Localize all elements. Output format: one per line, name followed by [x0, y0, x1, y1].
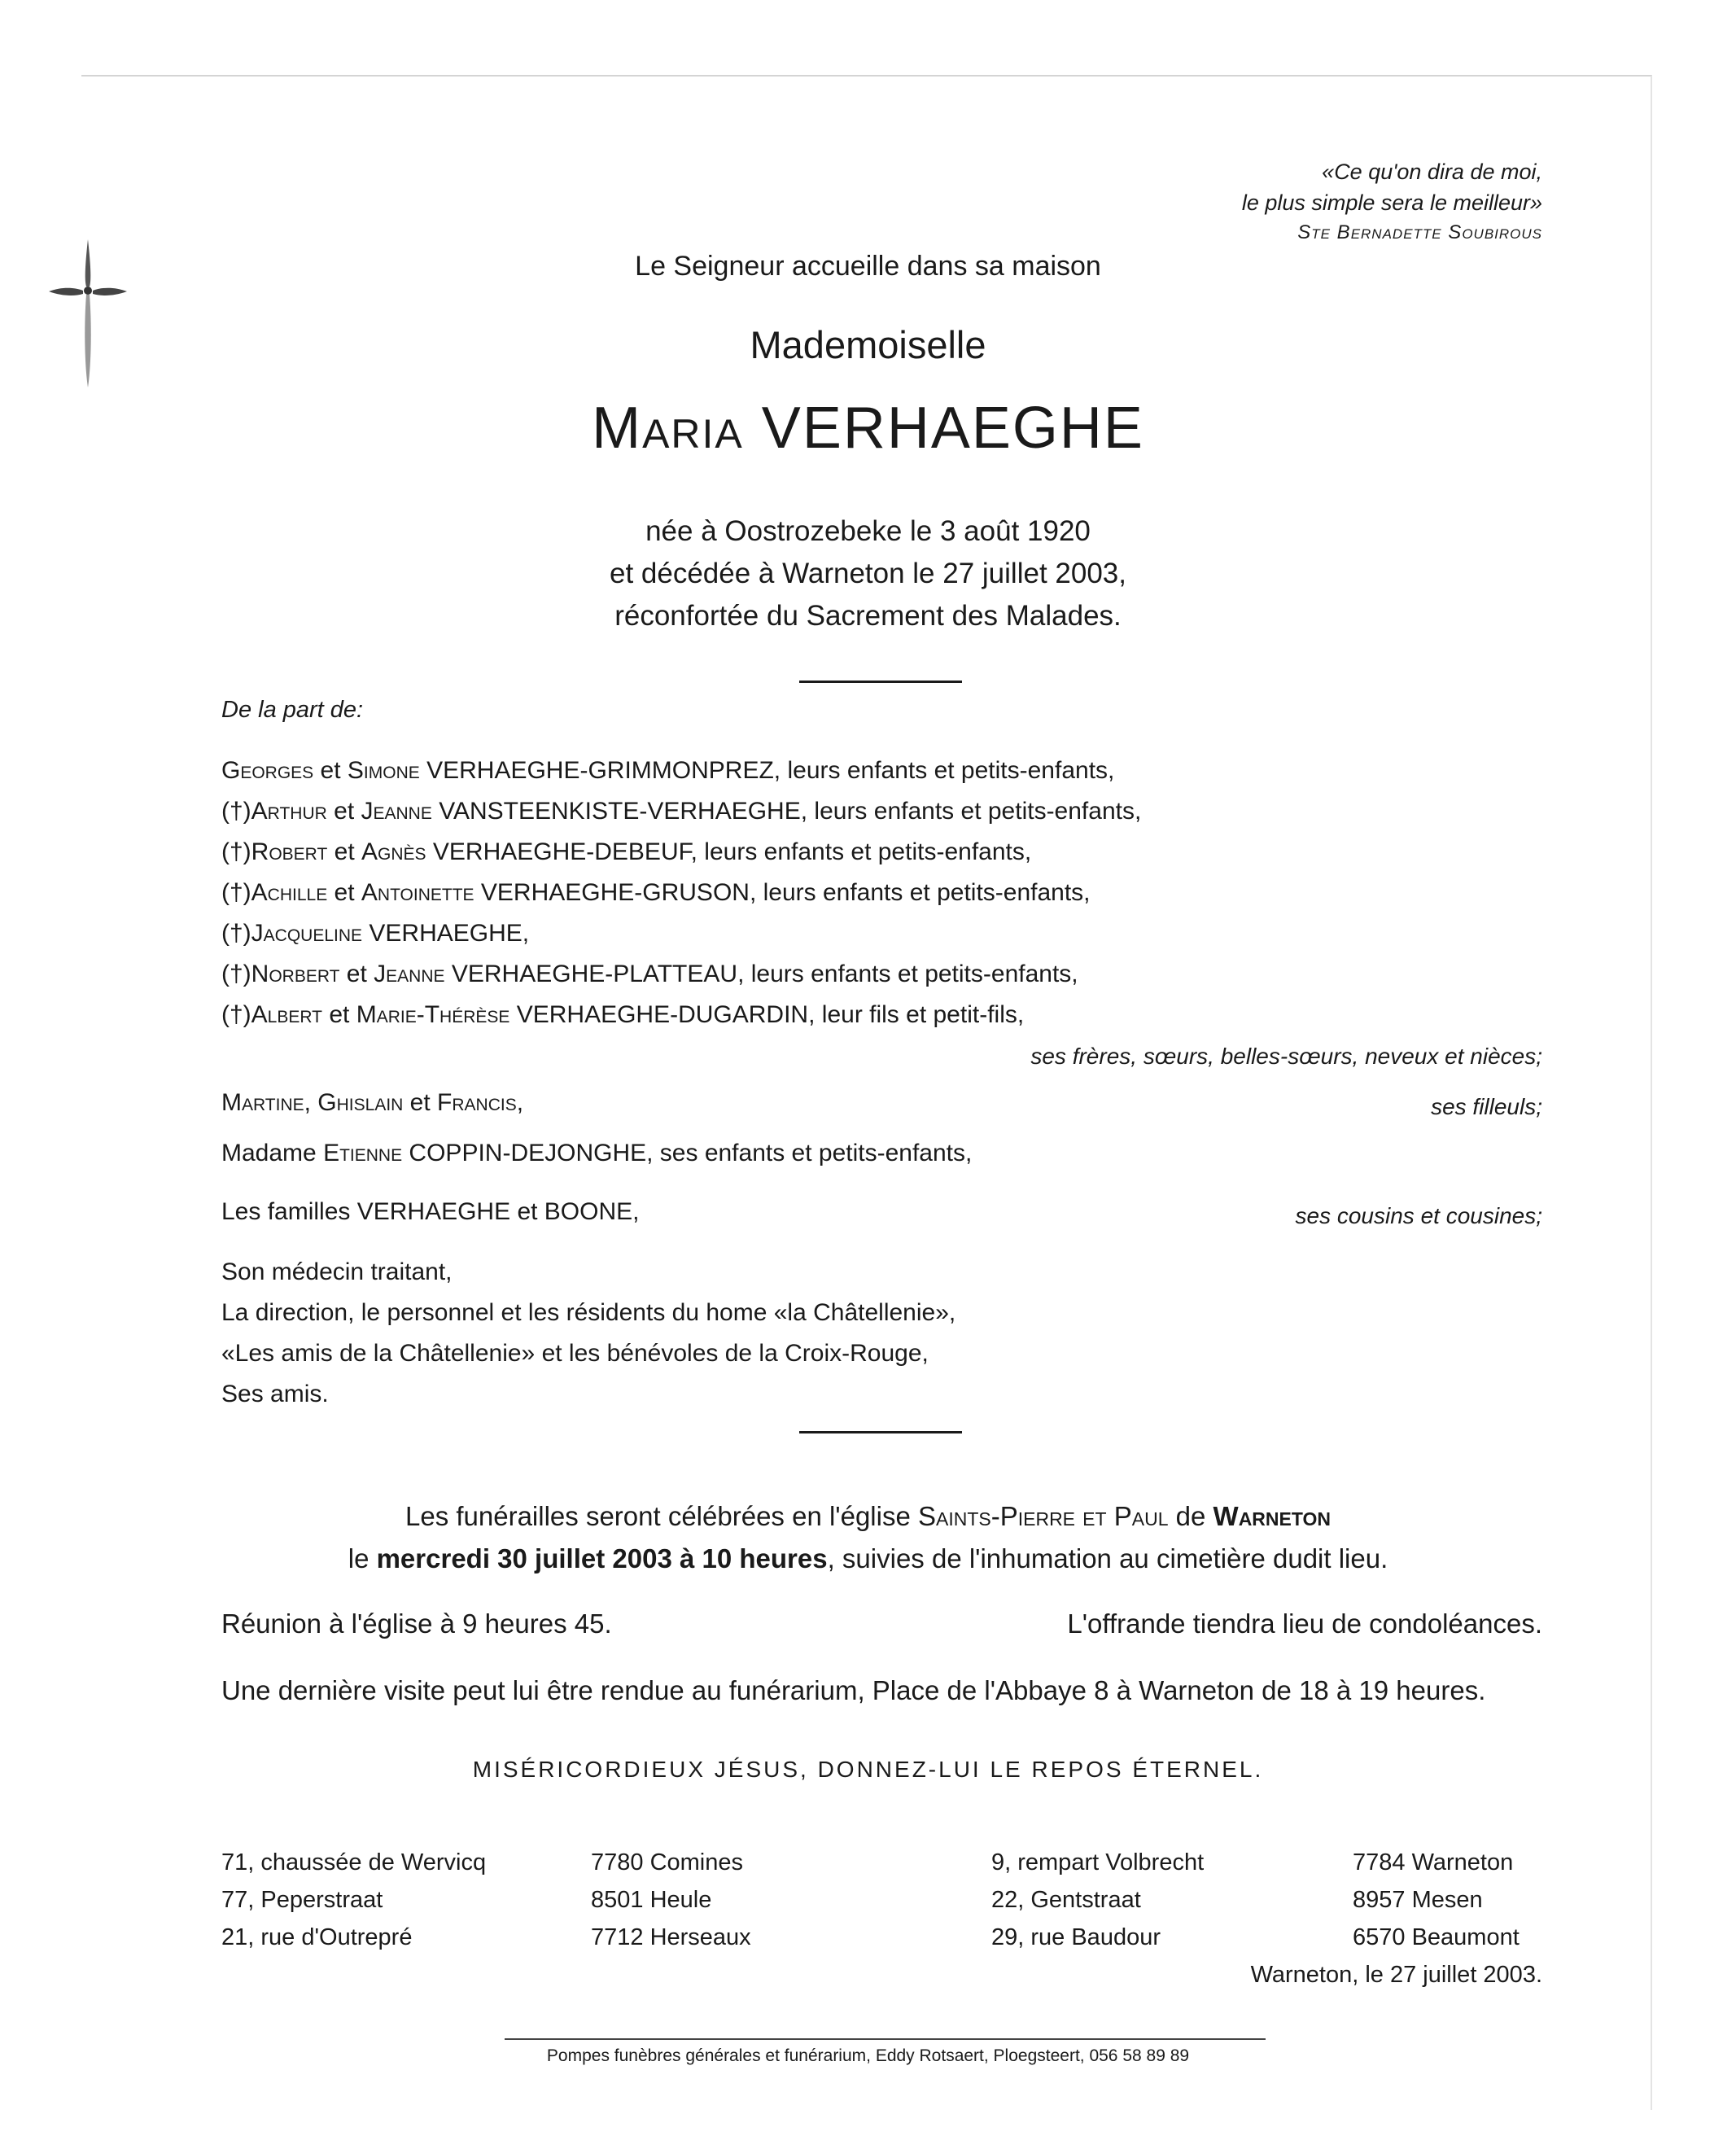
address-city: 7784 Warneton	[1353, 1849, 1514, 1875]
address-street: 21, rue d'Outrepré	[221, 1924, 413, 1950]
detail-died: et décédée à Warneton le 27 juillet 2003,	[610, 558, 1126, 589]
sibling-line	[221, 798, 1141, 825]
sibling-family: VERHAEGHE	[362, 920, 523, 947]
cousins-line: Les familles VERHAEGHE et BOONE,	[221, 1198, 640, 1225]
intro-line: Le Seigneur accueille dans sa maison	[635, 251, 1101, 282]
sibling-prefix: (†)	[221, 1001, 251, 1028]
detail-sacrament: réconfortée du Sacrement des Malades.	[614, 600, 1122, 632]
sibling-first: Achille	[251, 879, 328, 906]
sibling-first: Jacqueline	[251, 920, 363, 947]
sibling-suffix: , leurs enfants et petits-enfants,	[737, 961, 1078, 987]
funeral-line-2	[0, 1543, 1736, 1574]
godchildren-role: ses filleuls;	[1431, 1094, 1542, 1119]
sibling-second: Antoinette	[361, 879, 474, 906]
sibling-suffix: , leur fils et petit-fils,	[808, 1001, 1025, 1028]
divider-2	[799, 1431, 962, 1433]
place-date: Warneton, le 27 juillet 2003.	[1250, 1962, 1542, 1988]
godchild-sep-1: ,	[304, 1089, 318, 1116]
sibling-line	[221, 838, 1031, 866]
sibling-second: Agnès	[361, 838, 426, 865]
deceased-last-name: VERHAEGHE	[761, 396, 1144, 461]
address-city: 7780 Comines	[591, 1849, 743, 1875]
offering-line: L'offrande tiendra lieu de condoléances.	[1067, 1608, 1542, 1639]
funeral-text-a: Les funérailles seront célébrées en l'église	[404, 1501, 918, 1531]
sibling-first: Georges	[221, 757, 314, 784]
sibling-mid: et	[326, 798, 361, 825]
cousins-role: ses cousins et cousines;	[1295, 1203, 1542, 1228]
meeting-line: Réunion à l'église à 9 heures 45.	[221, 1608, 612, 1639]
godchild-3: Francis	[437, 1089, 517, 1116]
funeral-date-time: mercredi 30 juillet 2003 à 10 heures	[376, 1543, 828, 1573]
address-city: 6570 Beaumont	[1353, 1924, 1520, 1950]
sibling-suffix: , leurs enfants et petits-enfants,	[800, 798, 1142, 825]
sibling-second: Simone	[347, 757, 420, 784]
others-line: Ses amis.	[221, 1381, 329, 1407]
siblings-role: ses frères, sœurs, belles-sœurs, neveux et nièces;	[1030, 1044, 1542, 1069]
sibling-line	[221, 879, 1091, 907]
address-city: 7712 Herseaux	[591, 1924, 751, 1950]
address-city: 8957 Mesen	[1353, 1887, 1483, 1913]
sibling-line	[221, 757, 1114, 785]
footer-rule	[505, 2038, 1266, 2040]
funeral-text-b: de	[1168, 1501, 1213, 1531]
funeral-town: Warneton	[1213, 1501, 1331, 1531]
sibling-suffix: ,	[522, 920, 530, 947]
others-line: «Les amis de la Châtellenie» et les bénévoles de la Croix-Rouge,	[221, 1340, 929, 1367]
sibling-first: Norbert	[251, 961, 340, 987]
sibling-suffix: , leurs enfants et petits-enfants,	[773, 757, 1115, 784]
sibling-prefix: (†)	[221, 798, 251, 825]
sibling-first: Albert	[251, 1001, 322, 1028]
godchild-end: ,	[516, 1089, 524, 1116]
others-line: Son médecin traitant,	[221, 1258, 453, 1285]
sibling-family: VERHAEGHE-DUGARDIN	[509, 1001, 809, 1028]
quote-author: Ste Bernadette Soubirous	[1297, 221, 1542, 243]
sibling-prefix: (†)	[221, 961, 251, 987]
sibling-family: VERHAEGHE-GRUSON	[474, 879, 750, 906]
funeral-church: Saints-Pierre et Paul	[917, 1501, 1169, 1531]
funeral-text-c: le	[348, 1543, 377, 1573]
quote-line-2: le plus simple sera le meilleur»	[1241, 190, 1542, 215]
divider-1	[799, 681, 962, 683]
godchild-sep-2: et	[403, 1089, 438, 1116]
godchildren-line	[221, 1089, 523, 1117]
sibling-family: VANSTEENKISTE-VERHAEGHE	[431, 798, 801, 825]
sibling-suffix: , leurs enfants et petits-enfants,	[690, 838, 1032, 865]
detail-born: née à Oostrozebeke le 3 août 1920	[645, 515, 1091, 547]
address-street: 22, Gentstraat	[991, 1887, 1141, 1913]
sibling-suffix: , leurs enfants et petits-enfants,	[749, 879, 1091, 906]
sibling-second: Marie-Thérèse	[356, 1001, 510, 1028]
sibling-first: Arthur	[251, 798, 327, 825]
sibling-line	[221, 1001, 1024, 1029]
address-city: 8501 Heule	[591, 1887, 712, 1913]
sibling-prefix: (†)	[221, 879, 251, 906]
title: Mademoiselle	[750, 323, 986, 366]
coppin-family: COPPIN-DEJONGHE	[402, 1140, 647, 1166]
coppin-line	[221, 1140, 972, 1167]
address-street: 77, Peperstraat	[221, 1887, 383, 1913]
sibling-line	[221, 920, 529, 948]
from-label: De la part de:	[221, 697, 364, 723]
visit-line: Une dernière visite peut lui être rendue au funérarium, Place de l'Abbaye 8 à Warneton de 18 à 19 heures.	[221, 1675, 1486, 1705]
others-line: La direction, le personnel et les résidents du home «la Châtellenie»,	[221, 1299, 956, 1326]
coppin-name: Etienne	[323, 1140, 403, 1166]
sibling-mid: et	[322, 1001, 356, 1028]
sibling-second: Jeanne	[361, 798, 432, 825]
sibling-mid: et	[339, 961, 374, 987]
godchild-1: Martine	[221, 1089, 304, 1116]
address-street: 71, chaussée de Wervicq	[221, 1849, 487, 1875]
sibling-prefix: (†)	[221, 920, 251, 947]
sibling-mid: et	[327, 838, 362, 865]
sibling-family: VERHAEGHE-PLATTEAU	[444, 961, 738, 987]
sibling-mid: et	[327, 879, 361, 906]
sibling-line	[221, 961, 1078, 988]
sibling-mid: et	[313, 757, 348, 784]
address-street: 29, rue Baudour	[991, 1924, 1161, 1950]
godchild-2: Ghislain	[317, 1089, 404, 1116]
quote-line-1: «Ce qu'on dira de moi,	[1322, 160, 1542, 184]
deceased-first-name: Maria	[592, 396, 744, 461]
funeral-text-d: , suivies de l'inhumation au cimetière dudit lieu.	[827, 1543, 1388, 1573]
sibling-second: Jeanne	[374, 961, 445, 987]
sibling-family: VERHAEGHE-DEBEUF	[426, 838, 691, 865]
address-street: 9, rempart Volbrecht	[991, 1849, 1205, 1875]
sibling-first: Robert	[251, 838, 328, 865]
sibling-prefix: (†)	[221, 838, 251, 865]
footer-text: Pompes funèbres générales et funérarium, Eddy Rotsaert, Ploegsteert, 056 58 89 89	[546, 2046, 1190, 2065]
deceased-name	[0, 395, 1736, 462]
coppin-suffix: , ses enfants et petits-enfants,	[646, 1140, 973, 1166]
coppin-lead: Madame	[221, 1140, 324, 1166]
funeral-line-1	[0, 1501, 1736, 1532]
motto: MISÉRICORDIEUX JÉSUS, DONNEZ-LUI LE REPOS ÉTERNEL.	[472, 1757, 1264, 1782]
sibling-family: VERHAEGHE-GRIMMONPREZ	[419, 757, 774, 784]
